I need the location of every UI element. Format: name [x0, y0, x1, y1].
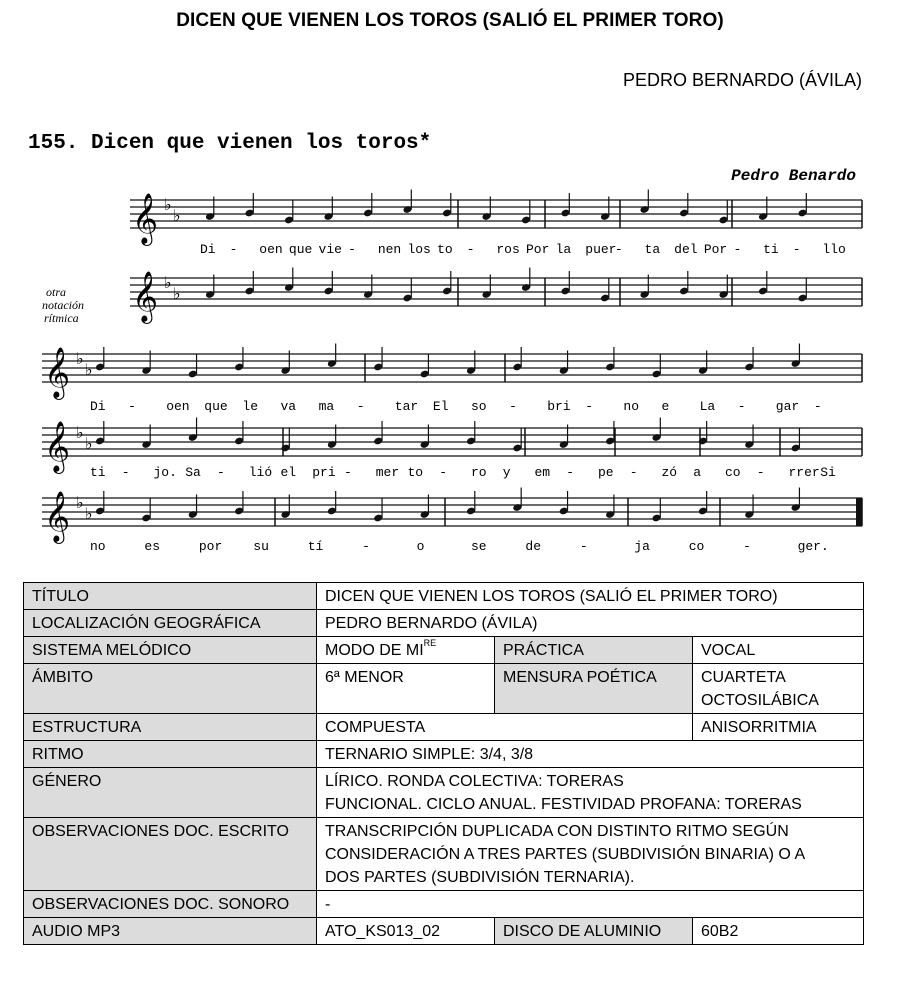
row-audio: [24, 918, 864, 945]
flat-icon: ♭: [164, 273, 172, 292]
lyric-syllable: va: [280, 399, 297, 414]
score-svg: [20, 118, 870, 568]
lyric-syllable: -: [733, 242, 742, 257]
lyric-syllable: ma: [318, 399, 335, 414]
lyric-syllable: -: [813, 399, 822, 414]
lyric-syllable: se: [471, 539, 487, 554]
row-obs-sonoro: [24, 891, 864, 918]
lyric-syllable: de: [525, 539, 542, 554]
lyric-syllable: Sa: [185, 465, 201, 480]
lyric-syllable: so: [471, 399, 487, 414]
genero-value-1: LÍRICO. RONDA COLECTIVA: TORERAS: [325, 773, 624, 790]
lyric-syllable: por: [198, 539, 223, 554]
lyric-syllable: to: [407, 465, 424, 480]
lyric-syllable: -: [566, 465, 575, 480]
lyric-syllable: -: [614, 242, 623, 257]
titulo-label: TÍTULO: [24, 583, 317, 610]
row-titulo: [24, 583, 864, 610]
score-composer: Pedro Benardo: [731, 167, 856, 185]
treble-clef-icon: 𝄞: [44, 491, 71, 542]
obs-escrito-value-3: DOS PARTES (SUBDIVISIÓN TERNARIA).: [325, 869, 635, 886]
mensura-value-2: OCTOSILÁBICA: [701, 692, 819, 709]
sistema-superscript: RE: [423, 638, 437, 648]
alt-notation-line-2: notación: [42, 298, 84, 312]
lyric-syllable: ta: [644, 242, 661, 257]
lyric-syllable: tí: [307, 539, 324, 554]
lyric-syllable: oen: [259, 242, 283, 257]
lyric-syllable: ti: [763, 242, 779, 257]
lyric-syllable: ti: [90, 465, 106, 480]
mensura-value-1: CUARTETA: [701, 669, 786, 686]
flat-icon: ♭: [76, 349, 84, 368]
lyric-syllable: pe: [598, 465, 614, 480]
row-sistema: [24, 637, 864, 664]
obs-sonoro-value: -: [317, 891, 864, 918]
ritmo-label: RITMO: [24, 741, 317, 768]
row-genero: [24, 768, 864, 818]
lyric-syllable: es: [144, 539, 161, 554]
location-heading: PEDRO BERNARDO (ÁVILA): [622, 70, 862, 90]
obs-escrito-value-1: TRANSCRIPCIÓN DUPLICADA CON DISTINTO RITMO SEGÚN: [325, 823, 789, 840]
lyric-syllable: Si: [820, 465, 836, 480]
lyric-syllable: bri: [547, 399, 571, 414]
disco-label: DISCO DE ALUMINIO: [495, 918, 693, 945]
lyric-syllable: su: [253, 539, 269, 554]
lyric-syllable: oen: [166, 399, 190, 414]
lyric-syllable: La: [699, 399, 716, 414]
lyric-syllable: El: [432, 399, 449, 414]
lyric-syllable: los: [407, 242, 431, 257]
row-obs-escrito: [24, 818, 864, 891]
row-ambito: [24, 664, 864, 714]
lyric-syllable: -: [466, 242, 475, 257]
genero-cell: [317, 768, 864, 818]
lyric-syllable: Por: [526, 242, 550, 257]
lyric-syllable: Di: [200, 242, 216, 257]
lyric-syllable: jo.: [153, 465, 177, 480]
flat-icon: ♭: [173, 206, 181, 225]
metadata-table: [23, 582, 864, 945]
lyric-syllable: la: [555, 242, 572, 257]
lyric-syllable: -: [737, 399, 746, 414]
lyric-syllable: -: [217, 465, 225, 480]
lyric-syllable: to: [437, 242, 453, 257]
lyric-syllable: -: [356, 399, 365, 414]
lyric-syllable: tar: [394, 399, 419, 414]
lyric-syllable: -: [121, 465, 130, 480]
staves-group: [42, 190, 862, 555]
final-barline: [856, 498, 862, 526]
flat-icon: ♭: [164, 195, 172, 214]
lyric-syllable: vie: [318, 242, 342, 257]
lyric-syllable: nen: [377, 242, 402, 257]
lyric-syllable: llo: [822, 242, 846, 257]
flat-icon: ♭: [85, 434, 93, 453]
lyric-syllable: gar: [775, 399, 800, 414]
lyric-syllable: lió: [248, 465, 273, 480]
lyric-syllable: el: [280, 465, 297, 480]
lyric-syllable: ro: [471, 465, 487, 480]
estructura-extra: ANISORRITMIA: [693, 714, 864, 741]
genero-value-2: FUNCIONAL. CICLO ANUAL. FESTIVIDAD PROFANA: TORERAS: [325, 796, 802, 813]
lyric-syllable: -: [743, 539, 751, 554]
lyric-syllable: que: [204, 399, 228, 414]
estructura-value: COMPUESTA: [317, 714, 693, 741]
lyric-syllable: -: [756, 465, 765, 480]
flat-icon: ♭: [76, 423, 84, 442]
row-estructura: [24, 714, 864, 741]
lyric-syllable: -: [229, 242, 238, 257]
flat-icon: ♭: [85, 360, 93, 379]
audio-value: ATO_KS013_02: [317, 918, 495, 945]
lyric-syllable: le: [242, 399, 259, 414]
score-heading: 155. Dicen que vienen los toros*: [28, 132, 432, 155]
treble-clef-icon: 𝄞: [44, 347, 71, 398]
lyric-syllable: Di: [90, 399, 106, 414]
lyric-syllable: -: [629, 465, 638, 480]
lyric-syllable: no: [90, 539, 106, 554]
lyric-syllable: -: [792, 242, 801, 257]
row-ritmo: [24, 741, 864, 768]
disco-value: 60B2: [693, 918, 864, 945]
lyric-syllable: pri: [312, 465, 336, 480]
mensura-cell: [693, 664, 864, 714]
treble-clef-icon: 𝄞: [132, 271, 159, 322]
localizacion-label: LOCALIZACIÓN GEOGRÁFICA: [24, 610, 317, 637]
lyric-syllable: co: [725, 465, 741, 480]
lyric-syllable: y: [502, 465, 511, 480]
flat-icon: ♭: [85, 504, 93, 523]
lyric-syllable: ger.: [797, 539, 829, 554]
alt-notation-line-1: otra: [46, 285, 67, 299]
lyric-syllable: e: [661, 399, 670, 414]
titulo-value: DICEN QUE VIENEN LOS TOROS (SALIÓ EL PRIMER TORO): [317, 583, 864, 610]
practica-value: VOCAL: [693, 637, 864, 664]
treble-clef-icon: 𝄞: [44, 421, 71, 472]
obs-escrito-label: OBSERVACIONES DOC. ESCRITO: [24, 818, 317, 891]
lyric-syllable: puer: [585, 242, 617, 257]
lyric-syllable: que: [288, 242, 313, 257]
estructura-label: ESTRUCTURA: [24, 714, 317, 741]
ritmo-value: TERNARIO SIMPLE: 3/4, 3/8: [317, 741, 864, 768]
obs-escrito-cell: [317, 818, 864, 891]
alt-notation-line-3: rítmica: [44, 311, 79, 325]
lyric-syllable: a: [693, 465, 702, 480]
lyric-syllable: mer: [375, 465, 400, 480]
sistema-label: SISTEMA MELÓDICO: [24, 637, 317, 664]
lyric-syllable: del: [674, 242, 698, 257]
lyric-syllable: em: [534, 465, 551, 480]
audio-label: AUDIO MP3: [24, 918, 317, 945]
ambito-value: 6ª MENOR: [317, 664, 495, 714]
practica-label: PRÁCTICA: [495, 637, 693, 664]
lyric-syllable: -: [128, 399, 136, 414]
lyric-syllable: -: [348, 242, 356, 257]
mensura-label: MENSURA POÉTICA: [495, 664, 693, 714]
music-score: [20, 118, 870, 568]
lyric-syllable: zó: [661, 465, 678, 480]
sistema-value: MODO DE MI: [325, 642, 424, 659]
ambito-label: ÁMBITO: [24, 664, 317, 714]
lyric-syllable: -: [344, 465, 352, 480]
flat-icon: ♭: [76, 493, 84, 512]
row-localizacion: [24, 610, 864, 637]
lyric-syllable: ja: [634, 539, 650, 554]
treble-clef-icon: 𝄞: [132, 193, 159, 244]
obs-sonoro-label: OBSERVACIONES DOC. SONORO: [24, 891, 317, 918]
lyric-syllable: -: [439, 465, 448, 480]
sistema-cell: [317, 637, 495, 664]
lyric-syllable: -: [509, 399, 517, 414]
lyric-syllable: Por: [703, 242, 728, 257]
lyric-syllable: -: [585, 399, 594, 414]
lyric-syllable: o: [416, 539, 425, 554]
lyric-syllable: -: [362, 539, 370, 554]
lyric-syllable: ros: [496, 242, 520, 257]
lyric-syllable: rrer: [788, 465, 820, 480]
flat-icon: ♭: [173, 284, 181, 303]
genero-label: GÉNERO: [24, 768, 317, 818]
lyric-syllable: no: [623, 399, 640, 414]
lyric-syllable: co: [688, 539, 705, 554]
page-title: DICEN QUE VIENEN LOS TOROS (SALIÓ EL PRIMER TORO): [176, 10, 724, 31]
lyric-syllable: -: [579, 539, 588, 554]
obs-escrito-value-2: CONSIDERACIÓN A TRES PARTES (SUBDIVISIÓN BINARIA) O A: [325, 846, 806, 863]
localizacion-value: PEDRO BERNARDO (ÁVILA): [317, 610, 864, 637]
